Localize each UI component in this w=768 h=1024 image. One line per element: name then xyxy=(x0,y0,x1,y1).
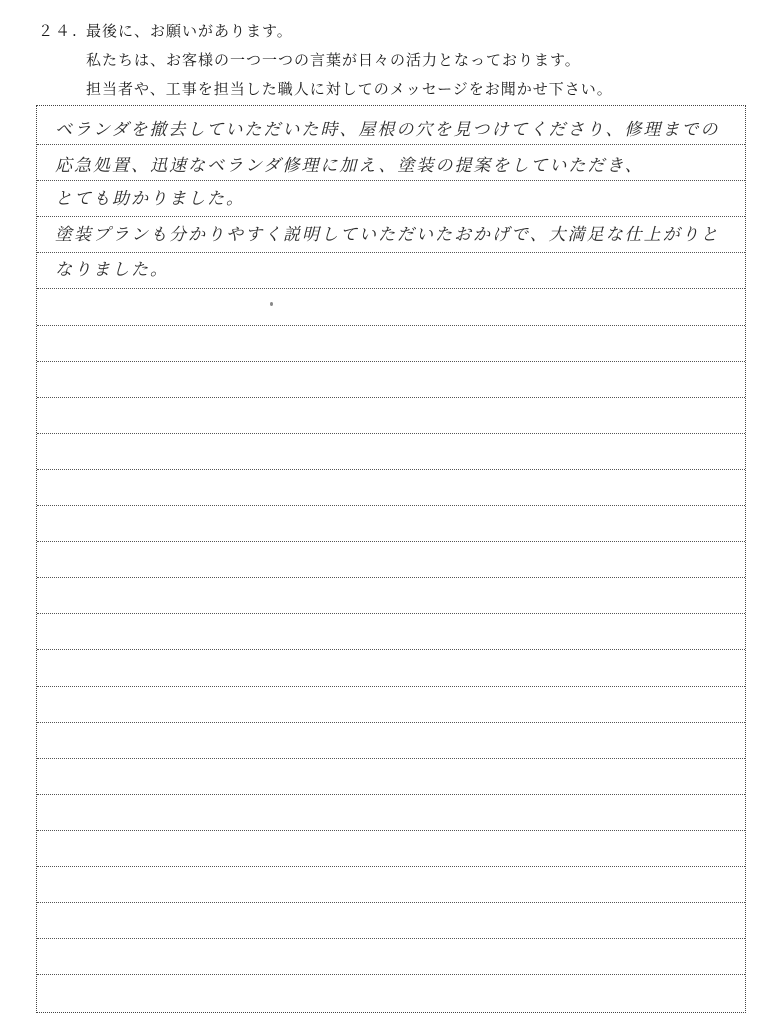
handwritten-answer-line: 塗装プランも分かりやすく説明していただいたおかげで、大満足な仕上がりと xyxy=(55,225,720,245)
ruled-line xyxy=(37,288,745,289)
ruled-line xyxy=(37,577,745,578)
ruled-line xyxy=(37,758,745,759)
ruled-line xyxy=(37,397,745,398)
ruled-line xyxy=(37,722,745,723)
scan-speck xyxy=(270,302,273,306)
ruled-line xyxy=(37,830,745,831)
ruled-line xyxy=(37,902,745,903)
ruled-line xyxy=(37,794,745,795)
ruled-line xyxy=(37,433,745,434)
answer-sheet xyxy=(36,105,746,1013)
question-text-line-1: 私たちは、お客様の一つ一つの言葉が日々の活力となっております。 xyxy=(86,51,581,69)
ruled-line xyxy=(37,686,745,687)
question-number: ２４. xyxy=(38,22,79,40)
ruled-line xyxy=(37,613,745,614)
handwritten-answer-line: なりました。 xyxy=(55,260,169,280)
ruled-line xyxy=(37,469,745,470)
ruled-line xyxy=(37,325,745,326)
question-header xyxy=(0,0,768,100)
handwritten-answer-line: ベランダを撤去していただいた時、屋根の穴を見つけてくださり、修理までの xyxy=(55,120,720,140)
ruled-line xyxy=(37,866,745,867)
question-title: 最後に、お願いがあります。 xyxy=(86,22,293,40)
handwritten-answer-line: 応急処置、迅速なベランダ修理に加え、塗装の提案をしていただき、 xyxy=(55,156,644,176)
ruled-line xyxy=(37,974,745,975)
ruled-line xyxy=(37,361,745,362)
ruled-line xyxy=(37,649,745,650)
ruled-line xyxy=(37,938,745,939)
ruled-line xyxy=(37,505,745,506)
ruled-line xyxy=(37,541,745,542)
question-text-line-2: 担当者や、工事を担当した職人に対してのメッセージをお聞かせ下さい。 xyxy=(86,80,613,98)
handwritten-answer-line: とても助かりました。 xyxy=(55,189,245,209)
